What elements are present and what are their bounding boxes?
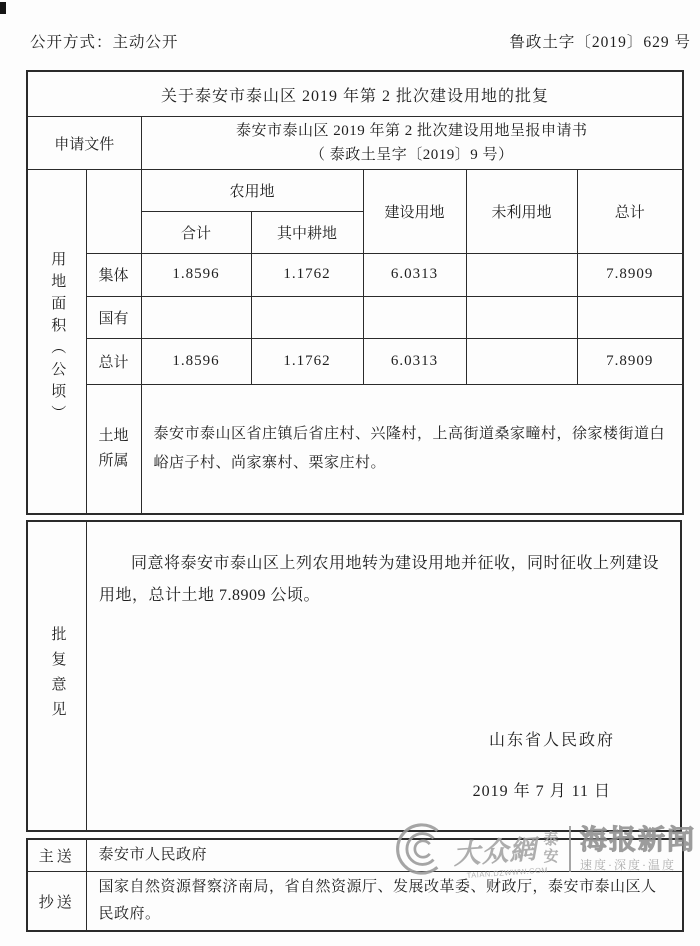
haibao-slogan-text: 速度·深度·温度: [580, 858, 676, 872]
header-total: 总计: [577, 169, 683, 253]
land-belong-label-cell: [86, 385, 141, 514]
value-cell: 1.1762: [251, 339, 363, 385]
row-label: 国有: [86, 296, 141, 339]
empty-corner-cell: [86, 169, 141, 253]
value-cell: [251, 296, 363, 339]
taian-stack-text: 泰安: [543, 832, 559, 865]
header-agri-total: 合计: [141, 212, 251, 254]
approval-date: 2019 年 7 月 11 日: [472, 783, 611, 800]
value-cell: [363, 296, 466, 339]
value-cell: [466, 254, 577, 297]
approval-label-cell: [28, 522, 87, 830]
value-cell: 7.8909: [577, 339, 683, 385]
area-label: 用地面积（公顷）: [49, 250, 66, 427]
publicity-method: 公开方式：主动公开: [30, 34, 179, 51]
haibao-news-logo-text: 海报新闻: [580, 825, 696, 855]
application-doc-cell: [141, 117, 683, 169]
site-url-text: TAIAN.DZWWW.COM: [466, 864, 549, 880]
table-row: [27, 117, 683, 169]
document-number: 鲁政土字〔2019〕629 号: [509, 34, 691, 51]
copy-send-label: 抄送: [27, 872, 86, 932]
value-cell: 6.0313: [363, 254, 466, 297]
row-label: 总计: [86, 339, 141, 385]
main-send-label: 主送: [27, 839, 86, 872]
approval-signer: 山东省人民政府: [488, 732, 615, 749]
header-unused: 未利用地: [466, 169, 577, 253]
header-agricultural: 农用地: [141, 169, 363, 212]
approval-opinion-block: [26, 520, 682, 832]
area-label-cell: [27, 169, 86, 514]
value-cell: [466, 339, 577, 385]
value-cell: 1.8596: [141, 254, 251, 297]
approval-content: [87, 522, 680, 830]
value-cell: 6.0313: [363, 339, 466, 385]
copy-send-row: [27, 872, 683, 932]
dazhong-swirl-icon: [394, 822, 448, 876]
main-send-text: 泰安市人民政府: [98, 847, 208, 863]
copy-send-cell: [86, 872, 683, 932]
land-approval-table: [26, 70, 684, 515]
haibao-news-block: [580, 827, 696, 871]
value-cell: [141, 296, 251, 339]
approval-label: 批复意见: [49, 626, 66, 726]
header-agri-cultivated: 其中耕地: [251, 212, 363, 254]
approval-body: 同意将泰安市泰山区上列农用地转为建设用地并征收，同时征收上列建设用地，总计土地 7.8909 公顷。: [99, 555, 660, 604]
table-header-row: [27, 169, 683, 212]
table-row-state-owned: [27, 296, 683, 339]
application-doc-line1: 泰安市泰山区 2019 年第 2 批次建设用地呈报申请书: [236, 123, 588, 140]
document-title: 关于泰安市泰山区 2019 年第 2 批次建设用地的批复: [27, 71, 683, 117]
application-doc-label: 申请文件: [27, 117, 141, 169]
table-row-collective: [27, 254, 683, 297]
value-cell: [466, 296, 577, 339]
table-row-total: [27, 339, 683, 385]
row-label: 集体: [86, 254, 141, 297]
scan-artifact: [0, 2, 6, 14]
land-belong-cell: [141, 385, 683, 514]
brand-script-text: 大众網: [452, 833, 539, 870]
document-header: [0, 30, 700, 52]
watermark-divider: [569, 826, 571, 872]
value-cell: [577, 296, 683, 339]
application-doc-line2: （ 泰政土呈字〔2019〕9 号）: [310, 147, 514, 164]
copy-send-text: 国家自然资源督察济南局，省自然资源厅、发展改革委、财政厅，泰安市泰山区人民政府。: [98, 879, 657, 922]
value-cell: 7.8909: [577, 254, 683, 297]
header-construction: 建设用地: [363, 169, 466, 253]
value-cell: 1.1762: [251, 254, 363, 297]
dazhongwang-logo-text: [452, 827, 549, 880]
table-row-land-belong: [27, 385, 683, 514]
land-belong-text: 泰安市泰山区省庄镇后省庄村、兴隆村，上高街道桑家疃村，徐家楼街道白峪店子村、尚家寨村、栗家庄村。: [153, 426, 666, 472]
land-belong-label: 土地所属: [98, 428, 129, 470]
table-row: [27, 71, 683, 117]
value-cell: 1.8596: [141, 339, 251, 385]
news-watermark: [394, 820, 696, 878]
